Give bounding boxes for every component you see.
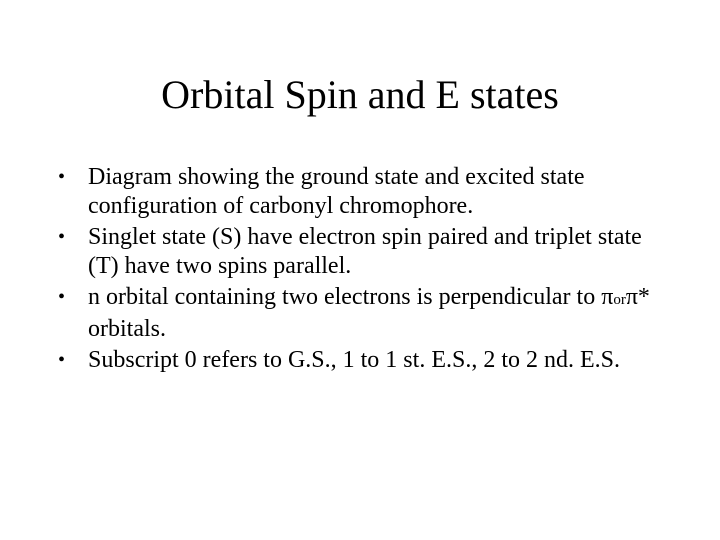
bullet-text: n orbital containing two electrons is perpendicular to xyxy=(88,284,602,310)
slide-title: Orbital Spin and E states xyxy=(161,72,559,117)
bullet-list xyxy=(58,163,668,378)
bullet-icon: • xyxy=(58,226,66,248)
bullet-icon: • xyxy=(58,286,66,308)
bullet-text: Diagram showing the ground state and excited state configuration of carbonyl chromophore. xyxy=(88,164,585,219)
bullet-text: Subscript 0 refers to G.S., 1 to 1 st. E.S., 2 to 2 nd. E.S. xyxy=(88,347,620,373)
bullet-item xyxy=(58,283,668,343)
pi-star-symbol: π* xyxy=(625,284,650,310)
bullet-item xyxy=(58,223,668,280)
bullet-item xyxy=(58,163,668,220)
or-word: or xyxy=(613,292,626,308)
bullet-icon: • xyxy=(58,349,66,371)
pi-symbol: π xyxy=(601,284,614,310)
bullet-icon: • xyxy=(58,166,66,188)
bullet-text: orbitals. xyxy=(88,315,166,342)
bullet-item xyxy=(58,346,668,375)
bullet-text: Singlet state (S) have electron spin paired and triplet state (T) have two spins parallel. xyxy=(88,224,642,279)
